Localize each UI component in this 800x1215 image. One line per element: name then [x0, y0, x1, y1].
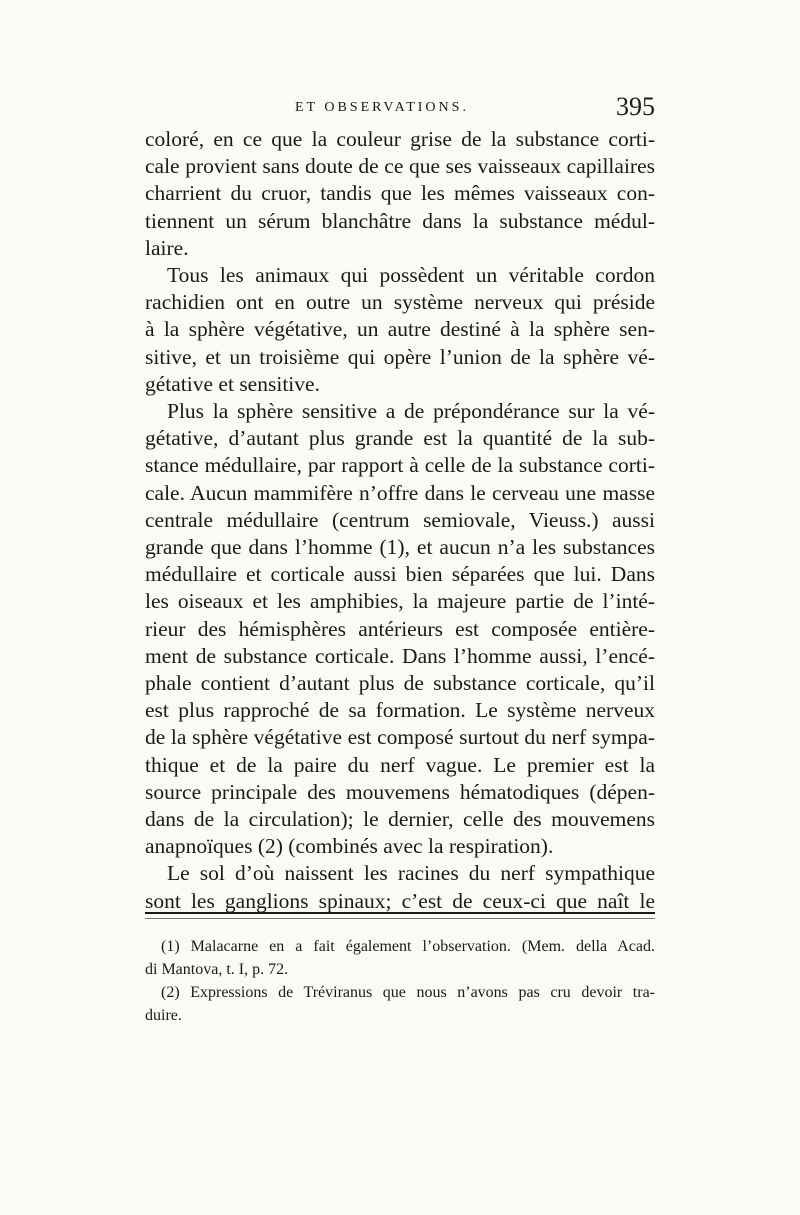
- text-line: grande que dans l’homme (1), et aucun n’a les substances: [145, 535, 655, 560]
- text-line: rachidien ont en outre un système nerveux qui préside: [145, 290, 655, 315]
- text-line: sitive, et un troisième qui opère l’union de la sphère vé-: [145, 344, 655, 369]
- text-line: ment de substance corticale. Dans l’homme aussi, l’encé-: [145, 643, 655, 668]
- text-line: centrale médullaire (centrum semiovale, Vieuss.) aussi: [145, 507, 655, 532]
- main-text: [145, 126, 655, 915]
- footnote-rule: [145, 912, 655, 914]
- text-line: médullaire et corticale aussi bien séparées que lui. Dans: [145, 562, 655, 587]
- paragraph-start-line: Plus la sphère sensitive a de prépondérance sur la vé-: [167, 399, 655, 424]
- text-line: sont les ganglions spinaux; c’est de ceux-ci que naît le: [145, 888, 655, 913]
- footnote-line: (1) Malacarne en a fait également l’observation. (Mem. della Acad.: [161, 938, 655, 955]
- page-header: [145, 92, 655, 126]
- text-line: charrient du cruor, tandis que les mêmes vaisseaux con-: [145, 181, 655, 206]
- text-line: gétative, d’autant plus grande est la quantité de la sub-: [145, 426, 655, 451]
- text-line: gétative et sensitive.: [145, 371, 320, 396]
- footnote-line: duire.: [145, 1007, 182, 1024]
- text-line: est plus rapproché de sa formation. Le système nerveux: [145, 698, 655, 723]
- text-line: rieur des hémisphères antérieurs est composée entière-: [145, 616, 655, 641]
- footnote-line: (2) Expressions de Tréviranus que nous n’avons pas cru devoir tra-: [161, 984, 655, 1001]
- text-line: source principale des mouvemens hématodiques (dépen-: [145, 779, 655, 804]
- text-line: dans de la circulation); le dernier, celle des mouvemens: [145, 807, 655, 832]
- running-head: ET OBSERVATIONS.: [295, 100, 469, 115]
- paragraph-start-line: Le sol d’où naissent les racines du nerf sympathique: [167, 861, 655, 886]
- text-line: coloré, en ce que la couleur grise de la substance corti-: [145, 127, 655, 151]
- footnotes: [145, 935, 655, 1027]
- text-line: phale contient d’autant plus de substance corticale, qu’il: [145, 671, 655, 696]
- paragraph-start-line: Tous les animaux qui possèdent un véritable cordon: [167, 263, 655, 288]
- footnote-line: di Mantova, t. I, p. 72.: [145, 961, 289, 978]
- text-line: tiennent un sérum blanchâtre dans la substance médul-: [145, 208, 655, 233]
- text-line: thique et de la paire du nerf vague. Le premier est la: [145, 752, 655, 777]
- page-number: 395: [616, 92, 655, 121]
- text-line: cale. Aucun mammifère n’offre dans le cerveau une masse: [145, 480, 655, 505]
- text-line: de la sphère végétative est composé surtout du nerf sympa-: [145, 725, 655, 750]
- text-line: stance médullaire, par rapport à celle de la substance corti-: [145, 453, 655, 478]
- text-line: cale provient sans doute de ce que ses vaisseaux capillaires: [145, 154, 655, 179]
- footnote-rule-thin: [145, 918, 655, 919]
- text-line: anapnoïques (2) (combinés avec la respiration).: [145, 834, 554, 859]
- text-line: laire.: [145, 235, 189, 260]
- text-line: les oiseaux et les amphibies, la majeure partie de l’inté-: [145, 589, 655, 614]
- text-line: à la sphère végétative, un autre destiné à la sphère sen-: [145, 317, 655, 342]
